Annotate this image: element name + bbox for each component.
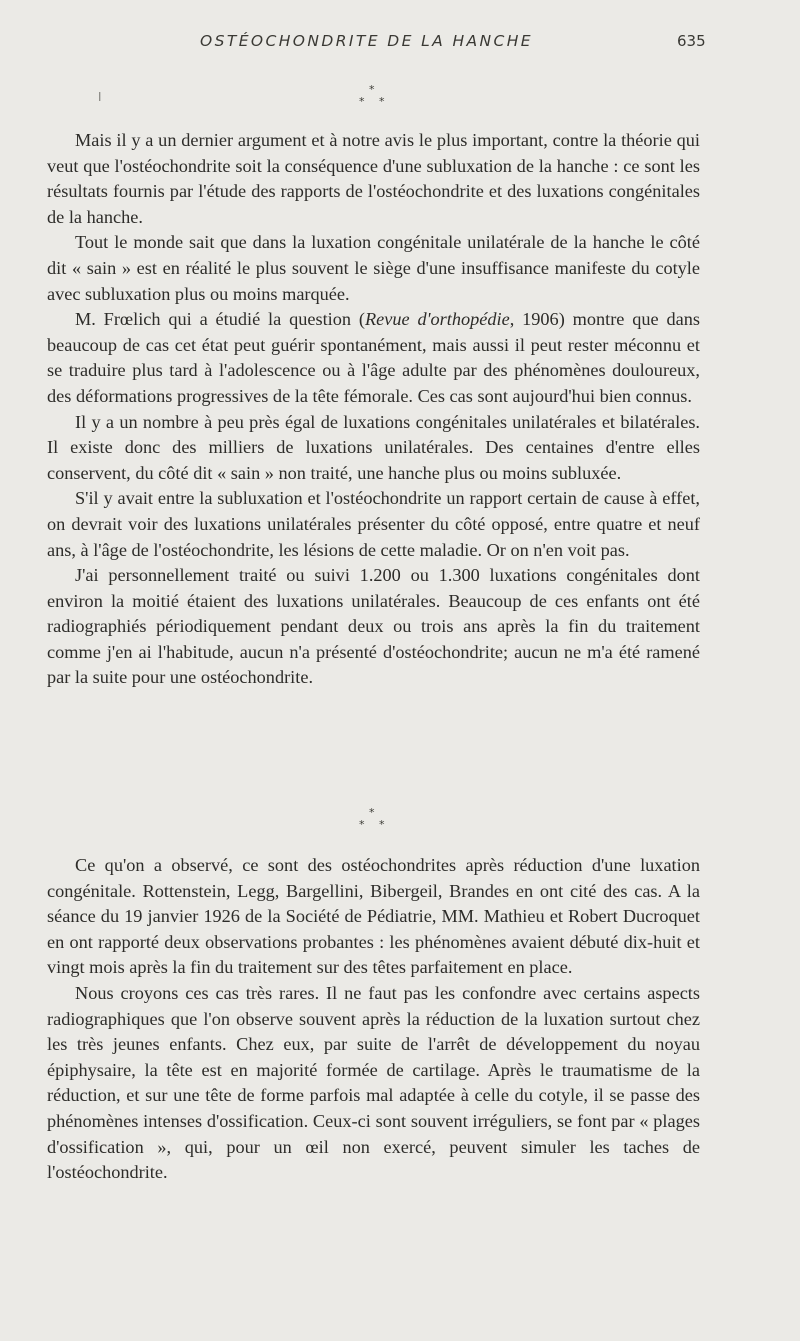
page-number: 635	[677, 32, 706, 50]
section-separator-middle	[355, 807, 395, 833]
paragraph: Ce qu'on a observé, ce sont des ostéochondrites après réduction d'une luxation congénitale. Rottenstein, Legg, Bargellini, Bibergeil, Brandes en ont cité des cas. A la séance du 19 janvier 1926 de la Société de Pédiatrie, MM. Mathieu et Robert Ducroquet en ont rapporté deux observations probantes : les phénomènes avaient débuté dix-huit et vingt mois après la fin du traitement sur des têtes parfaitement en place.	[47, 855, 700, 978]
scan-mark: ǀ	[98, 90, 102, 104]
paragraph: J'ai personnellement traité ou suivi 1.200 ou 1.300 luxations congénitales dont environ la moitié étaient des luxations unilatérales. Beaucoup de ces enfants ont été radiographiés périodiquement pendant deux ou trois ans après la fin du traitement comme j'en ai l'habitude, aucun n'a présenté d'ostéochondrite; aucun ne m'a été ramené par la suite pour une ostéochondrite.	[47, 565, 700, 688]
text-section-2	[47, 853, 700, 1186]
journal-citation: Revue d'orthopédie	[364, 309, 510, 330]
running-title: OSTÉOCHONDRITE DE LA HANCHE	[200, 32, 533, 50]
paragraph: Mais il y a un dernier argument et à notre avis le plus important, contre la théorie qui veut que l'ostéochondrite soit la conséquence d'une subluxation de la hanche : ce sont les résultats fournis par l'étude des rapports de l'ostéochondrite et des luxations congénitales de la hanche.	[47, 130, 700, 227]
asterisk: *	[359, 818, 365, 831]
running-head	[0, 32, 800, 52]
text-section-1	[47, 128, 700, 691]
paragraph-text: , 1906) montre que dans beaucoup de cas cet état peut guérir spontanément, mais aussi il peut rester méconnu et se traduire plus tard à l'adolescence ou à l'âge adulte par des phénomènes douloureux, des déformations progressives de la tête fémorale. Ces cas sont aujourd'hui bien connus.	[47, 309, 700, 406]
paragraph	[47, 307, 700, 409]
asterisk: *	[369, 83, 375, 96]
asterisk: *	[369, 806, 375, 819]
paragraph: Il y a un nombre à peu près égal de luxations congénitales unilatérales et bilatérales. Il existe donc des milliers de luxations unilatérales. Des centaines d'entre elles conservent, du côté dit « sain » non traité, une hanche plus ou moins subluxée.	[47, 411, 700, 483]
paragraph: S'il y avait entre la subluxation et l'ostéochondrite un rapport certain de cause à effet, on devrait voir des luxations unilatérales présenter du côté opposé, entre quatre et neuf ans, à l'âge de l'ostéochondrite, les lésions de cette maladie. Or on n'en voit pas.	[47, 488, 700, 560]
asterisk: *	[359, 95, 365, 108]
paragraph: Nous croyons ces cas très rares. Il ne faut pas les confondre avec certains aspects radiographiques que l'on observe souvent après la réduction de la luxation surtout chez les très jeunes enfants. Chez eux, par suite de l'arrêt de développement du noyau épiphysaire, la tête est en majorité formée de cartilage. Après le traumatisme de la réduction, et sur une tête de forme parfois mal adaptée à celle du cotyle, il se passe des phénomènes intenses d'ossification. Ceux-ci sont souvent irréguliers, se font par « plages d'ossification », qui, pour un œil non exercé, peuvent simuler les taches de l'ostéochondrite.	[47, 982, 700, 1183]
asterisk: *	[379, 95, 385, 108]
paragraph-text: M. Frœlich qui a étudié la question (	[75, 309, 365, 330]
section-separator-top	[355, 84, 395, 110]
paragraph: Tout le monde sait que dans la luxation congénitale unilatérale de la hanche le côté dit « sain » est en réalité le plus souvent le siège d'une insuffisance manifeste du cotyle avec subluxation plus ou moins marquée.	[47, 232, 700, 304]
asterisk: *	[379, 818, 385, 831]
